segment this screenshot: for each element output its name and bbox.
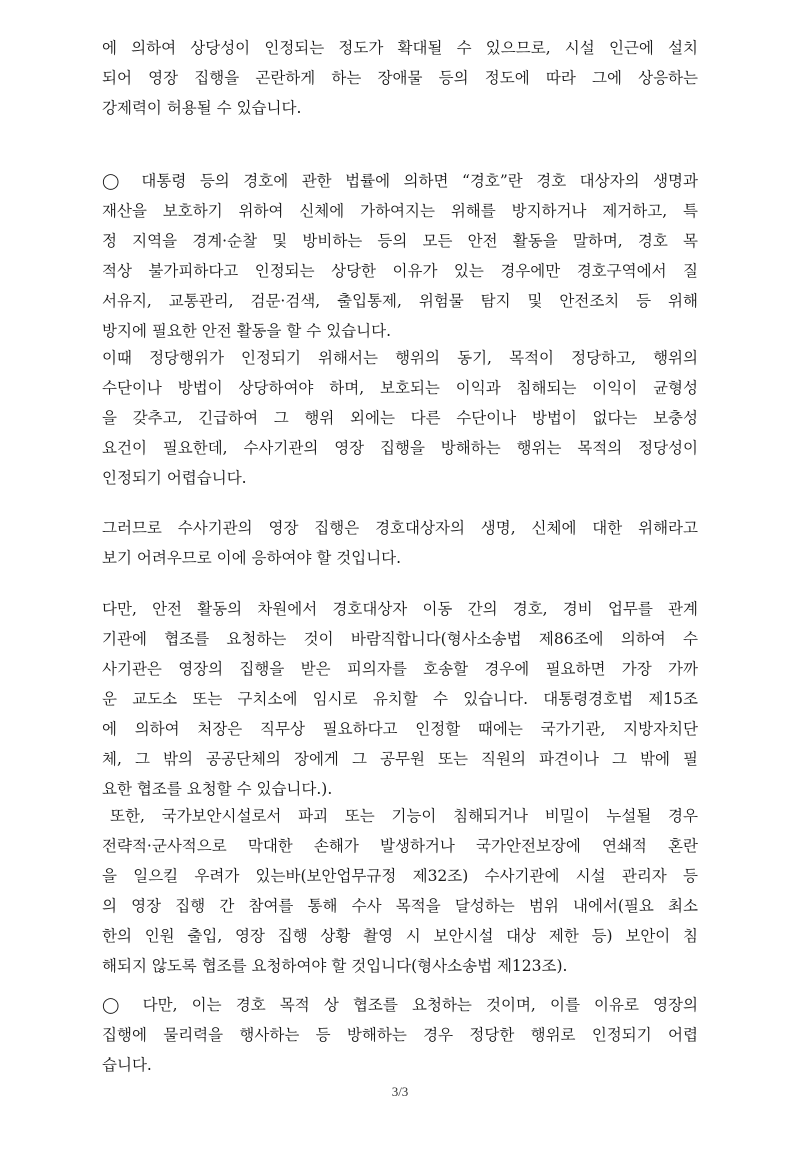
text-line: 수단이나 방법이 상당하여야 하며, 보호되는 이익과 침해되는 이익이 균형성 [102, 379, 698, 397]
text-line: 습니다. [102, 1056, 152, 1074]
paragraph-final-note [102, 990, 698, 1080]
text-line: ◯ 대통령 등의 경호에 관한 법률에 의하면 “경호”란 경호 대상자의 생명과 [102, 172, 698, 190]
text-line: 의 영장 집행 간 참여를 통해 수사 목적을 달성하는 범위 내에서(필요 최소 [102, 897, 698, 915]
text-line: 을 갖추고, 긴급하여 그 행위 외에는 다른 수단이나 방법이 없다는 보충성 [102, 409, 698, 427]
text-line: 되어 영장 집행을 곤란하게 하는 장애물 등의 정도에 따라 그에 상응하는 [102, 69, 698, 87]
text-line: 한의 인원 출입, 영장 집행 상황 촬영 시 보안시설 대상 제한 등) 보안이 침 [102, 927, 698, 945]
paragraph-reasonableness [102, 33, 698, 123]
text-line: 적상 불가피하다고 인정되는 상당한 이유가 있는 경우에만 경호구역에서 질 [102, 262, 698, 280]
text-line: 에 의하여 상당성이 인정되는 정도가 확대될 수 있으므로, 시설 인근에 설치 [102, 39, 698, 57]
text-line: 강제력이 허용될 수 있습니다. [102, 99, 302, 117]
text-line: 정 지역을 경계·순찰 및 방비하는 등의 모든 안전 활동을 말하며, 경호 목 [102, 232, 698, 250]
paragraph-security-law [102, 166, 698, 346]
text-line: 을 일으킬 우려가 있는바(보안업무규정 제32조) 수사기관에 시설 관리자 등 [102, 867, 698, 885]
text-line: 사기관은 영장의 집행을 받은 피의자를 호송할 경우에 필요하면 가장 가까 [102, 660, 698, 678]
text-line: 방지에 필요한 안전 활동을 할 수 있습니다. [102, 322, 392, 340]
text-line: 집행에 물리력을 행사하는 등 방해하는 경우 정당한 행위로 인정되기 어렵 [102, 1026, 698, 1044]
text-line: 요한 협조를 요청할 수 있습니다.). [102, 780, 333, 798]
text-line: 서유지, 교통관리, 검문·검색, 출입통제, 위험물 탐지 및 안전조치 등 위해 [102, 292, 698, 310]
text-line: 에 의하여 처장은 직무상 필요하다고 인정할 때에는 국가기관, 지방자치단 [102, 720, 698, 738]
text-line: 기관에 협조를 요청하는 것이 바람직합니다(형사소송법 제86조에 의하여 수 [102, 630, 698, 648]
text-line: 보기 어려우므로 이에 응하여야 할 것입니다. [102, 549, 402, 567]
text-line: 재산을 보호하기 위하여 신체에 가하여지는 위해를 방지하거나 제거하고, 특 [102, 202, 698, 220]
paragraph-national-security-facility [102, 801, 698, 981]
text-line: 그러므로 수사기관의 영장 집행은 경호대상자의 생명, 신체에 대한 위해라고 [102, 519, 698, 537]
page-number: 3/3 [391, 1084, 409, 1099]
text-line: 또한, 국가보안시설로서 파괴 또는 기능이 침해되거나 비밀이 누설될 경우 [110, 807, 698, 825]
text-line: 해되지 않도록 협조를 요청하여야 할 것입니다(형사소송법 제123조). [102, 957, 568, 975]
text-line: 요건이 필요한데, 수사기관의 영장 집행을 방해하는 행위는 목적의 정당성이 [102, 439, 698, 457]
text-line: 전략적·군사적으로 막대한 손해가 발생하거나 국가안전보장에 연쇄적 혼란 [102, 837, 698, 855]
paragraph-conclusion [102, 513, 698, 573]
text-line: 운 교도소 또는 구치소에 임시로 유치할 수 있습니다. 대통령경호법 제15조 [102, 690, 698, 708]
text-line: 이때 정당행위가 인정되기 위해서는 행위의 동기, 목적이 정당하고, 행위의 [102, 349, 698, 367]
paragraph-justifiable-act [102, 343, 698, 493]
text-line: ◯ 다만, 이는 경호 목적 상 협조를 요청하는 것이며, 이를 이유로 영장의 [102, 996, 698, 1014]
paragraph-cooperation-request [102, 594, 698, 804]
text-line: 인정되기 어렵습니다. [102, 469, 247, 487]
text-line: 다만, 안전 활동의 차원에서 경호대상자 이동 간의 경호, 경비 업무를 관계 [102, 600, 698, 618]
text-line: 체, 그 밖의 공공단체의 장에게 그 공무원 또는 직원의 파견이나 그 밖에 필 [102, 750, 698, 768]
